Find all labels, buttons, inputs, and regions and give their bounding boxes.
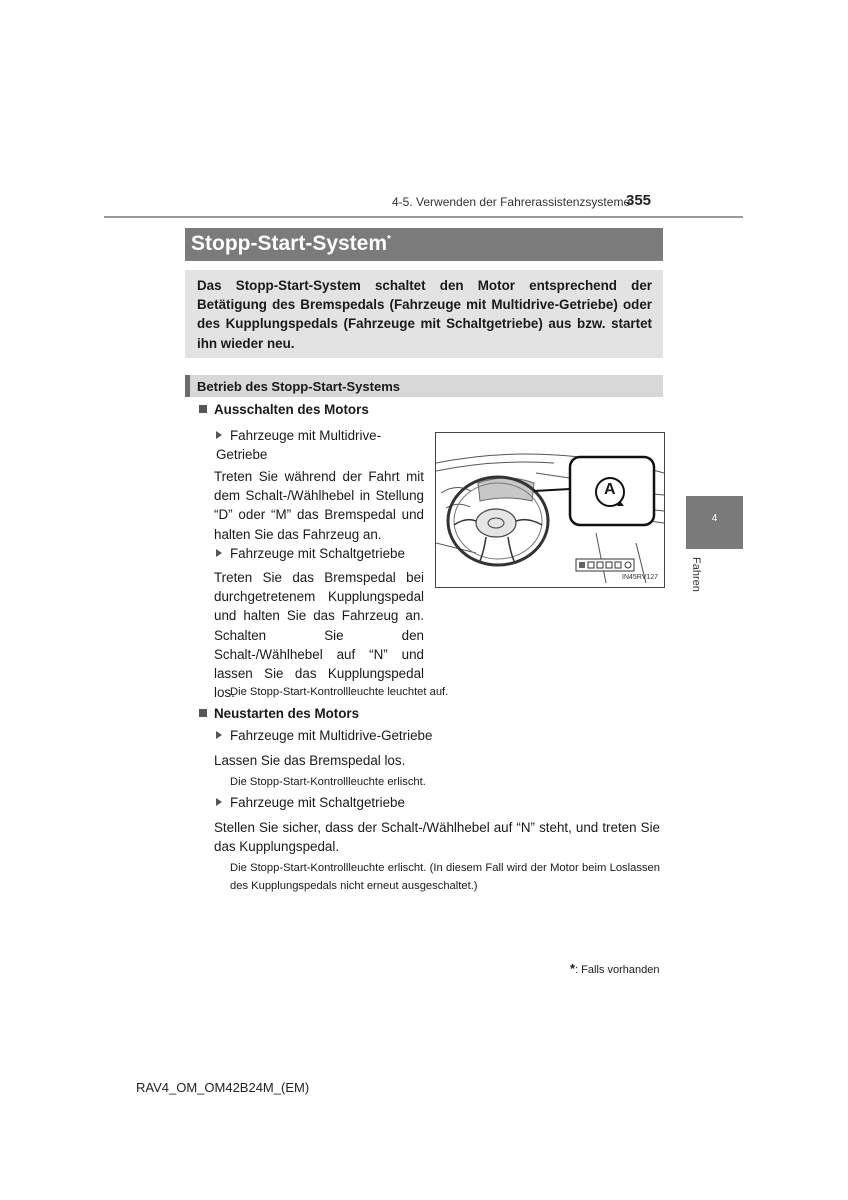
restart-manual-label: Fahrzeuge mit Schaltgetriebe — [216, 795, 405, 810]
stop-manual-text: Treten Sie das Bremspedal bei durchgetretenem Kupplungspedal und halten Sie das Fahrzeug an. Schalten Sie den Schalt-/Wählhebel auf “N” und lassen Sie das Kupplungspedal los. — [214, 570, 424, 701]
restart-manual-text: Stellen Sie sicher, dass der Schalt-/Wählhebel auf “N” steht, und treten Sie das Kupplungspedal. — [214, 820, 660, 855]
triangle-bullet-icon — [216, 798, 222, 806]
page-title-bar — [185, 228, 663, 261]
restart-multidrive-label: Fahrzeuge mit Multidrive-Getriebe — [216, 728, 432, 743]
page-number: 355 — [626, 192, 652, 209]
restart-manual-note: Die Stopp-Start-Kontrollleuchte erlischt. (In diesem Fall wird der Motor beim Loslassen des Kupplungspedals nicht erneut ausgeschaltet.) — [230, 862, 660, 892]
restart-heading: Neustarten des Motors — [199, 706, 359, 721]
running-header-section: 4-5. Verwenden der Fahrerassistenzsysteme — [392, 195, 631, 209]
auto-stop-start-icon: A — [604, 481, 616, 498]
restart-multidrive-text: Lassen Sie das Bremspedal los. — [214, 753, 406, 768]
figure-code: IN45RV127 — [622, 574, 659, 581]
subsection-bar — [185, 375, 663, 397]
dashboard-figure — [435, 432, 665, 588]
footnote: *: Falls vorhanden — [570, 961, 660, 976]
stop-multidrive-text: Treten Sie während der Fahrt mit dem Schalt-/Wählhebel in Stellung “D” oder “M” das Bremspedal und halten Sie das Fahrzeug an. — [214, 469, 424, 542]
chapter-label: Fahren — [690, 557, 702, 592]
subsection-marker — [185, 375, 190, 397]
steering-wheel-illustration — [436, 433, 664, 587]
stop-note: Die Stopp-Start-Kontrollleuchte leuchtet auf. — [230, 686, 449, 698]
stop-heading: Ausschalten des Motors — [199, 402, 369, 417]
footnote-marker: * — [570, 961, 576, 976]
square-bullet-icon — [199, 405, 207, 413]
triangle-bullet-icon — [216, 731, 222, 739]
intro-text: Das Stopp-Start-System schaltet den Motor entsprechend der Betätigung des Bremspedals (Fahrzeuge mit Multidrive-Getriebe) oder des Kupplungspedals (Fahrzeuge mit Schaltgetriebe) aus bzw. startet ihn wieder neu. — [197, 278, 652, 351]
restart-multidrive-note: Die Stopp-Start-Kontrollleuchte erlischt. — [230, 776, 426, 788]
triangle-bullet-icon — [216, 549, 222, 557]
triangle-bullet-icon — [216, 431, 222, 439]
intro-box — [185, 270, 663, 358]
subsection-title: Betrieb des Stopp-Start-Systems — [197, 379, 400, 394]
square-bullet-icon — [199, 709, 207, 717]
chapter-number: 4 — [711, 513, 718, 524]
document-code: RAV4_OM_OM42B24M_(EM) — [136, 1080, 310, 1095]
header-rule — [104, 216, 743, 218]
title-marker: * — [387, 234, 391, 245]
stop-manual-label: Fahrzeuge mit Schaltgetriebe — [216, 546, 405, 561]
page-title: Stopp-Start-System* — [191, 232, 391, 255]
stop-multidrive-label: Fahrzeuge mit Multidrive-Getriebe — [216, 428, 382, 463]
chapter-tab[interactable] — [686, 496, 743, 549]
